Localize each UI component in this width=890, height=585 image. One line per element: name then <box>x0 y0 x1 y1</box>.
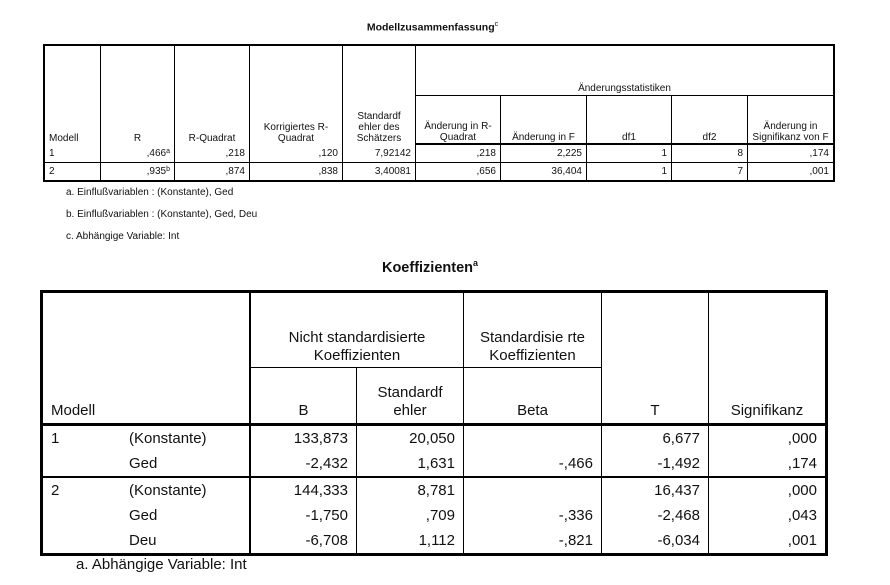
title-footnote-marker: c <box>494 21 499 28</box>
cell-df1: 1 <box>587 144 672 163</box>
cell-modell <box>42 528 122 555</box>
cell-signifikanz: ,000 <box>709 425 827 452</box>
header-modell: Modell <box>44 45 101 144</box>
cell-r <box>101 144 175 163</box>
cell-standardfehler: 3,40081 <box>343 163 416 182</box>
cell-signifikanz: ,043 <box>709 503 827 528</box>
header-nicht-standardisiert: Nicht standardisierte Koeffizienten <box>250 292 464 368</box>
cell-signifikanz: ,000 <box>709 477 827 503</box>
footnote-c: c. Abhängige Variable: Int <box>66 231 180 242</box>
cell-beta: -,821 <box>464 528 602 555</box>
header-signifikanz: Signifikanz <box>709 292 827 425</box>
header-standardfehler: Standardf ehler <box>357 368 464 425</box>
header-beta: Beta <box>464 368 602 425</box>
cell-aenderung-f: 2,225 <box>501 144 587 163</box>
model-summary-notes <box>66 182 257 248</box>
model-summary-table <box>43 44 835 182</box>
coefficients-notes <box>76 556 247 573</box>
cell-b: -2,432 <box>250 451 357 477</box>
cell-korr-r-quadrat: ,120 <box>250 144 343 163</box>
footnote-a: a. Einflußvariablen : (Konstante), Ged <box>66 187 234 198</box>
table-row <box>42 425 827 452</box>
header-t: T <box>602 292 709 425</box>
cell-t: -6,034 <box>602 528 709 555</box>
model-summary-title-text: Modellzusammenfassung <box>366 21 495 34</box>
cell-t: -1,492 <box>602 451 709 477</box>
cell-r-quadrat: ,874 <box>175 163 250 182</box>
cell-b: -6,708 <box>250 528 357 555</box>
cell-modell: 1 <box>44 144 101 163</box>
cell-signifikanz: ,174 <box>709 451 827 477</box>
header-r-quadrat: R-Quadrat <box>175 45 250 144</box>
cell-variable: Deu <box>129 531 157 549</box>
cell-signifikanz: ,001 <box>709 528 827 555</box>
cell-beta: -,336 <box>464 503 602 528</box>
cell-modell <box>42 451 122 477</box>
cell-t: 16,437 <box>602 477 709 503</box>
header-df1: df1 <box>587 96 672 145</box>
cell-b: -1,750 <box>250 503 357 528</box>
cell-variable: (Konstante) <box>121 477 250 503</box>
header-r: R <box>101 45 175 144</box>
cell-df2: 7 <box>672 163 748 182</box>
cell-r-quadrat: ,218 <box>175 144 250 163</box>
coefficients-title-text: Koeffizienten <box>381 259 473 276</box>
table-row <box>44 163 834 182</box>
cell-modell: 1 <box>51 429 60 447</box>
cell-b: 133,873 <box>250 425 357 452</box>
cell-modell: 2 <box>42 477 122 503</box>
header-df2: df2 <box>672 96 748 145</box>
cell-t: 6,677 <box>602 425 709 452</box>
table-row <box>42 528 827 555</box>
cell-standardfehler: 1,112 <box>357 528 464 555</box>
cell-df1: 1 <box>587 163 672 182</box>
header-standardisiert: Standardisie rte Koeffizienten <box>464 292 602 368</box>
cell-variable: Ged <box>129 506 158 524</box>
header-aenderung-f: Änderung in F <box>501 96 587 145</box>
header-b: B <box>250 368 357 425</box>
cell-aenderung-f: 36,404 <box>501 163 587 182</box>
cell-standardfehler: 20,050 <box>357 425 464 452</box>
cell-r <box>101 163 175 182</box>
cell-aenderung-rq: ,218 <box>416 144 501 163</box>
table-row <box>42 503 827 528</box>
cell-beta <box>464 477 602 503</box>
cell-standardfehler: 8,781 <box>357 477 464 503</box>
cell-t: -2,468 <box>602 503 709 528</box>
table-row <box>42 477 827 503</box>
cell-b: 144,333 <box>250 477 357 503</box>
footnote-b: b. Einflußvariablen : (Konstante), Ged, Deu <box>66 209 258 220</box>
table-row <box>42 451 827 477</box>
cell-r-value: ,935 <box>146 166 167 177</box>
cell-aenderung-sig: ,001 <box>748 163 835 182</box>
header-aenderung-sig: Änderung in Signifikanz von F <box>748 96 835 145</box>
cell-r-value: ,466 <box>146 147 167 159</box>
title-footnote-marker: a <box>473 258 479 268</box>
table-row <box>44 144 834 163</box>
header-aenderungsstatistiken: Änderungsstatistiken <box>416 45 835 96</box>
cell-variable: Ged <box>129 454 158 472</box>
cell-beta <box>464 425 602 452</box>
cell-variable: (Konstante) <box>129 429 207 447</box>
coefficients-title <box>0 258 860 276</box>
cell-aenderung-sig: ,174 <box>748 144 835 163</box>
cell-standardfehler: 7,92142 <box>343 144 416 163</box>
cell-korr-r-quadrat: ,838 <box>250 163 343 182</box>
cell-aenderung-rq: ,656 <box>416 163 501 182</box>
cell-standardfehler: ,709 <box>357 503 464 528</box>
header-modell: Modell <box>42 292 251 425</box>
cell-beta: -,466 <box>464 451 602 477</box>
header-korr-r-quadrat: Korrigiertes R-Quadrat <box>250 45 343 144</box>
model-summary-title <box>0 21 865 34</box>
header-aenderung-rq: Änderung in R-Quadrat <box>416 96 501 145</box>
footnote-marker: b <box>166 166 170 173</box>
coefficients-table <box>40 290 828 556</box>
footnote-marker: a <box>166 147 170 155</box>
cell-standardfehler: 1,631 <box>357 451 464 477</box>
footnote-a: a. Abhängige Variable: Int <box>76 556 247 573</box>
cell-modell <box>42 503 122 528</box>
cell-modell: 2 <box>44 163 101 182</box>
cell-df2: 8 <box>672 144 748 163</box>
header-standardfehler: Standardf ehler des Schätzers <box>343 45 416 144</box>
